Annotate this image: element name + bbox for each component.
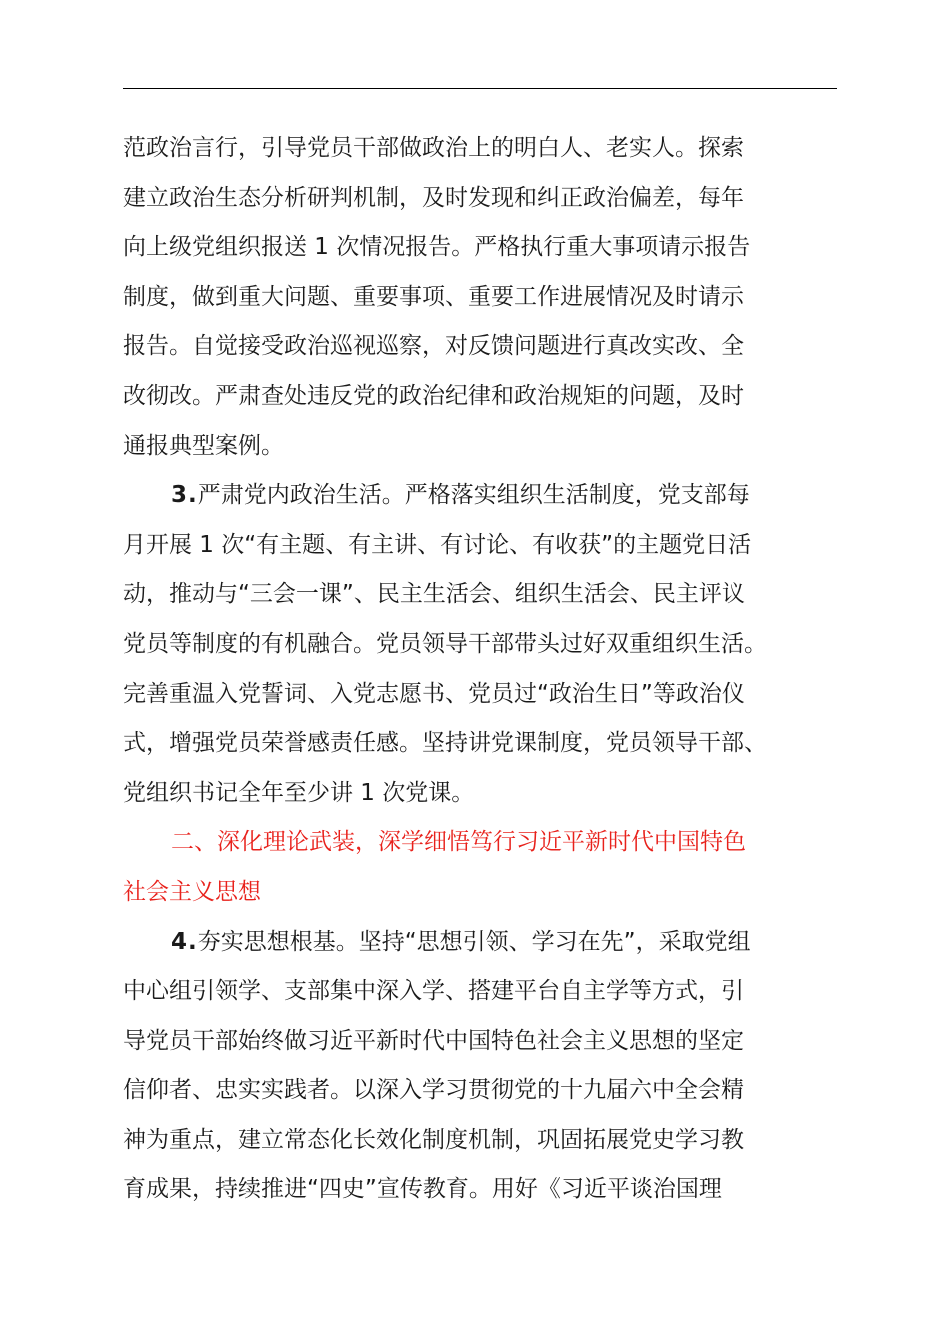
text-line: 中心组引领学、支部集中深入学、搭建平台自主学等方式，引 <box>123 978 744 1005</box>
item-lead-text: 严肃党内政治生活。严格落实组织生活制度，党支部每 <box>197 482 750 509</box>
item-lead-text: 夯实思想根基。坚持“思想引领、学习在先”，采取党组 <box>197 928 751 955</box>
item-number: 4. <box>171 928 198 955</box>
text-line: 式，增强党员荣誉感责任感。坚持讲党课制度，党员领导干部、 <box>123 730 767 757</box>
text-line: 党组织书记全年至少讲 1 次党课。 <box>123 779 475 806</box>
text-line: 完善重温入党誓词、入党志愿书、党员过“政治生日”等政治仪 <box>123 680 745 707</box>
text-line: 制度，做到重大问题、重要事项、重要工作进展情况及时请示 <box>123 283 744 310</box>
paragraph-item-3 <box>123 471 853 818</box>
text-line: 信仰者、忠实实践者。以深入学习贯彻党的十九届六中全会精 <box>123 1077 744 1104</box>
header-rule <box>123 88 837 89</box>
text-line: 通报典型案例。 <box>123 432 284 459</box>
text-line: 向上级党组织报送 1 次情况报告。严格执行重大事项请示报告 <box>123 234 751 261</box>
text-line: 建立政治生态分析研判机制，及时发现和纠正政治偏差，每年 <box>123 184 744 211</box>
text-line: 范政治言行，引导党员干部做政治上的明白人、老实人。探索 <box>123 135 744 161</box>
text-line: 改彻改。严肃查处违反党的政治纪律和政治规矩的问题，及时 <box>123 382 744 409</box>
paragraph-item-4 <box>123 918 853 1216</box>
text-line: 育成果，持续推进“四史”宣传教育。用好《习近平谈治国理 <box>123 1176 722 1203</box>
paragraph-continuation <box>123 124 853 471</box>
text-line: 神为重点，建立常态化长效化制度机制，巩固拓展党史学习教 <box>123 1126 744 1153</box>
heading-line: 社会主义思想 <box>123 878 261 905</box>
text-line: 报告。自觉接受政治巡视巡察，对反馈问题进行真改实改、全 <box>123 333 744 360</box>
item-number: 3. <box>171 482 198 509</box>
text-line: 导党员干部始终做习近平新时代中国特色社会主义思想的坚定 <box>123 1027 744 1054</box>
text-line: 党员等制度的有机融合。党员领导干部带头过好双重组织生活。 <box>123 630 767 657</box>
heading-line: 二、深化理论武装，深学细悟笃行习近平新时代中国特色 <box>171 829 746 856</box>
text-line <box>123 918 853 968</box>
text-line: 月开展 1 次“有主题、有主讲、有讨论、有收获”的主题党日活 <box>123 531 752 558</box>
document-body <box>123 124 853 1215</box>
section-heading <box>123 818 853 917</box>
text-line <box>123 471 853 521</box>
text-line: 动，推动与“三会一课”、民主生活会、组织生活会、民主评议 <box>123 581 745 608</box>
